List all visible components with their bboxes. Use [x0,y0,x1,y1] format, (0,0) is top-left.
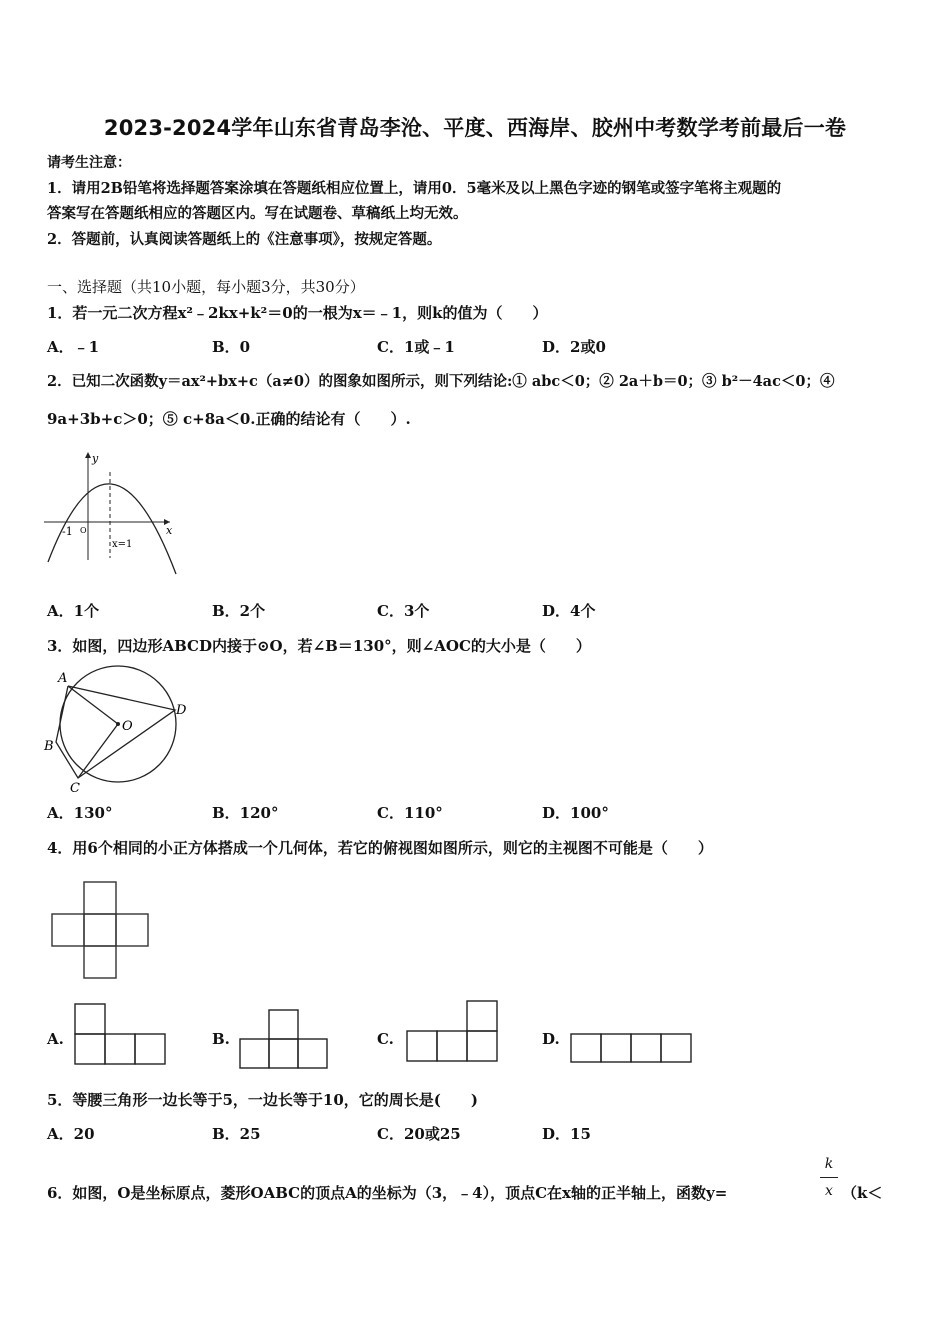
q2-option-d[interactable]: D．4个 [542,602,596,620]
center-o-label: O [122,719,133,734]
top-view-figure [44,876,156,984]
q1-option-b[interactable]: B．0 [212,338,251,356]
q2-option-b[interactable]: B．2个 [212,602,266,620]
question-5-stem: 5．等腰三角形一边长等于5，一边长等于10，它的周长是( ) [47,1091,478,1109]
question-2-stem-line-1: 2．已知二次函数y＝ax²+bx+c（a≠0）的图象如图所示，则下列结论:① abc＜0；② 2a＋b＝0；③ b²－4ac＜0；④ [47,373,835,390]
q5-option-a[interactable]: A．20 [47,1125,95,1143]
point-d-label: D [176,703,187,718]
q3-option-b[interactable]: B．120° [212,804,279,822]
origin-label: O [80,526,87,535]
notice-heading: 请考生注意： [47,155,131,171]
y-axis-label: y [92,452,99,465]
neg-one-label: -1 [62,525,73,538]
q2-option-a[interactable]: A．1个 [47,602,100,620]
question-6-stem: 6．如图，O是坐标原点，菱形OABC的顶点A的坐标为（3，﹣4），顶点C在x轴的正半轴上，函数y= [47,1184,728,1202]
question-2-stem-line-2: 9a+3b+c＞0；⑤ c+8a＜0.正确的结论有（ ）. [47,410,411,428]
q5-option-b[interactable]: B．25 [212,1125,261,1143]
q4-option-c-label[interactable]: C. [377,1030,394,1048]
q4-option-a-figure[interactable] [72,1002,166,1068]
notice-line-1: 1．请用2B铅笔将选择题答案涂填在答题纸相应位置上，请用0．5毫米及以上黑色字迹的钢笔或签字笔将主观题的 [47,180,782,197]
axis-of-symmetry-label: x=1 [112,539,133,550]
q3-option-d[interactable]: D．100° [542,804,609,822]
q1-option-d[interactable]: D．2或0 [542,338,606,356]
point-b-label: B [44,739,54,754]
circle-quadrilateral-figure [40,660,200,795]
section-heading: 一、选择题（共10小题，每小题3分，共30分） [47,278,365,296]
fraction-numerator: k [824,1156,834,1172]
q3-option-a[interactable]: A．130° [47,804,113,822]
point-c-label: C [70,781,80,796]
q4-option-c-figure[interactable] [404,998,502,1064]
q2-option-c[interactable]: C．3个 [377,602,430,620]
notice-line-3: 2．答题前，认真阅读答题纸上的《注意事项》，按规定答题。 [47,231,442,248]
x-axis-label: x [166,524,173,537]
page-title: 2023-2024学年山东省青岛李沧、平度、西海岸、胶州中考数学考前最后一卷 [103,116,847,140]
question-4-stem: 4．用6个相同的小正方体搭成一个几何体，若它的俯视图如图所示，则它的主视图不可能是（ ） [47,839,713,857]
q1-option-c[interactable]: C．1或﹣1 [377,338,455,356]
question-6-tail: （k＜ [842,1184,883,1202]
q4-option-b-label[interactable]: B. [212,1030,230,1048]
q5-option-d[interactable]: D．15 [542,1125,591,1143]
notice-line-2: 答案写在答题纸相应的答题区内。写在试题卷、草稿纸上均无效。 [47,205,468,222]
q4-option-d-figure[interactable] [568,1031,694,1065]
q4-option-b-figure[interactable] [237,1008,331,1070]
q5-option-c[interactable]: C．20或25 [377,1125,461,1143]
point-a-label: A [58,671,68,686]
question-3-stem: 3．如图，四边形ABCD内接于⊙O，若∠B＝130°，则∠AOC的大小是（ ） [47,637,591,655]
question-1-stem: 1．若一元二次方程x²﹣2kx+k²＝0的一根为x＝﹣1，则k的值为（ ） [47,304,548,322]
q3-option-c[interactable]: C．110° [377,804,443,822]
q4-option-a-label[interactable]: A. [47,1030,64,1048]
q4-option-d-label[interactable]: D. [542,1030,560,1048]
parabola-figure [44,450,184,580]
fraction-denominator: x [825,1183,833,1199]
fraction-bar [820,1177,838,1178]
q1-option-a[interactable]: A．﹣1 [47,338,100,356]
